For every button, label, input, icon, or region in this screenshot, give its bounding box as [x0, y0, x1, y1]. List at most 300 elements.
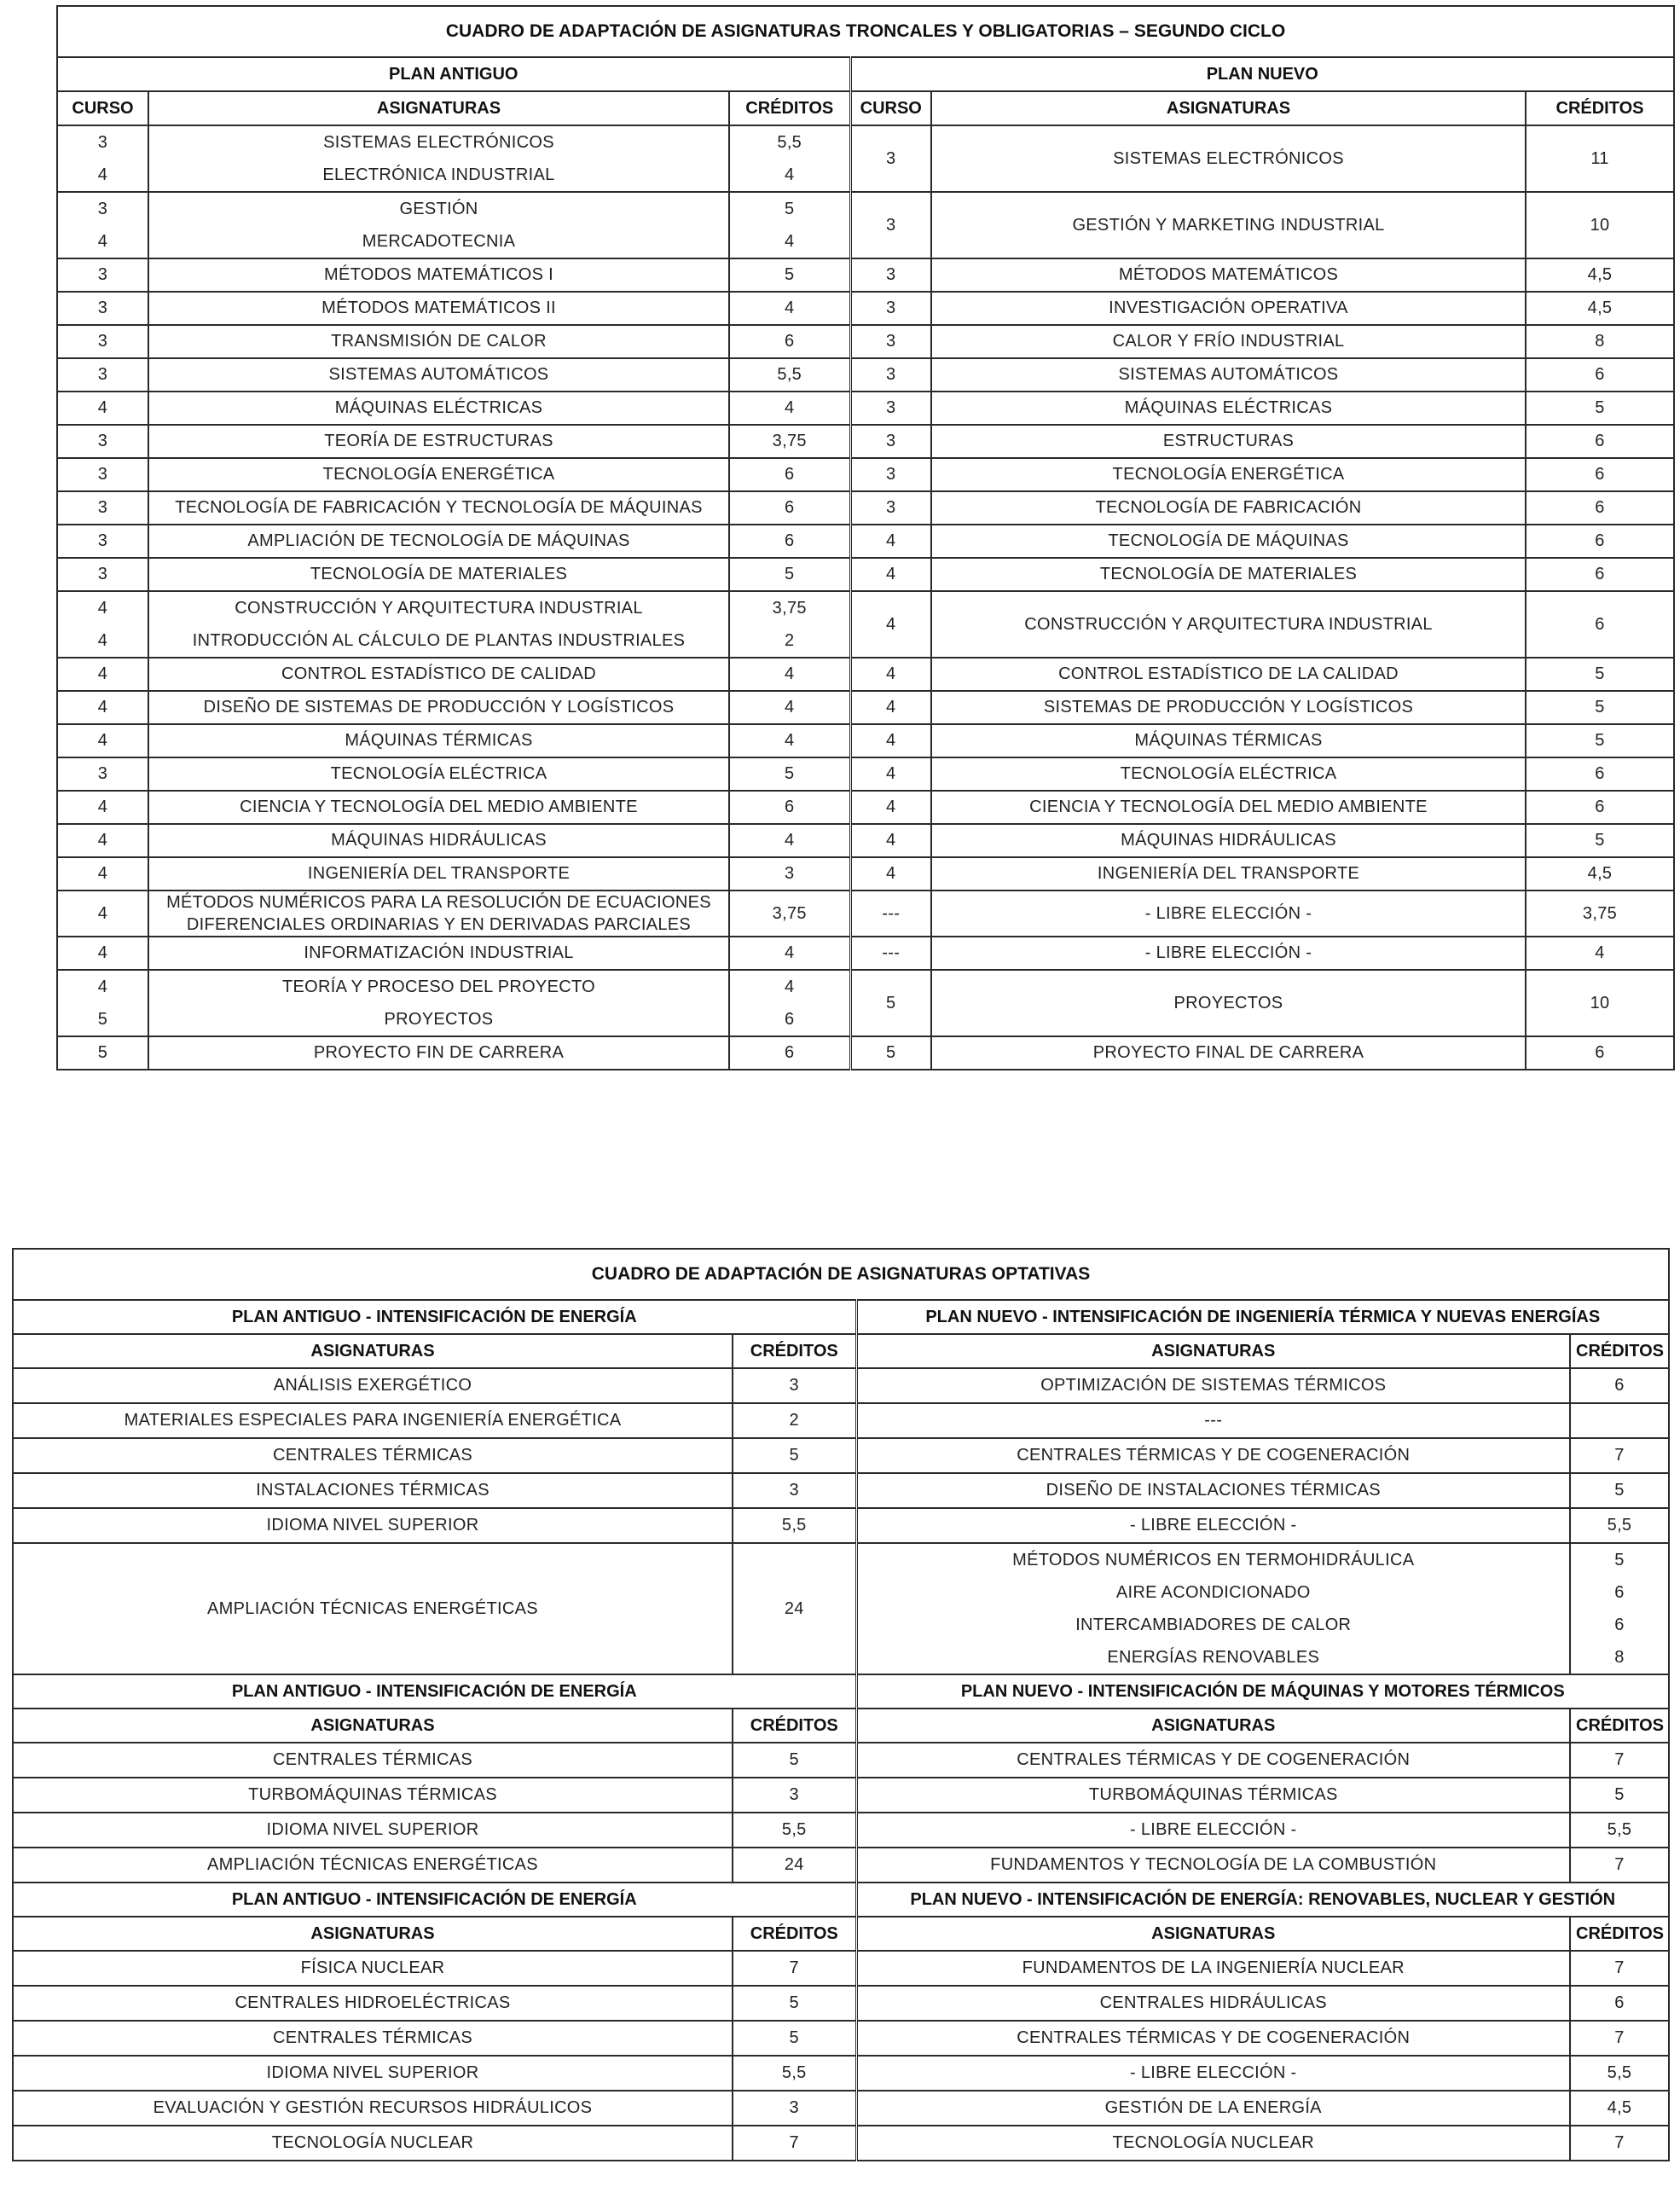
- table-row: [13, 1543, 1669, 1674]
- old-creditos-line: 2: [785, 631, 795, 650]
- old-curso: 3: [57, 757, 148, 791]
- old-asignatura: CONTROL ESTADÍSTICO DE CALIDAD: [148, 658, 729, 691]
- old-asignatura: EVALUACIÓN Y GESTIÓN RECURSOS HIDRÁULICOS: [13, 2091, 733, 2126]
- old-creditos: 5: [729, 258, 850, 292]
- new-asignatura: - LIBRE ELECCIÓN -: [856, 1508, 1570, 1543]
- old-curso: 3: [57, 425, 148, 458]
- old-curso: 3: [57, 292, 148, 325]
- old-creditos: 6: [729, 1036, 850, 1070]
- plan-antiguo-heading: PLAN ANTIGUO - INTENSIFICACIÓN DE ENERGÍA: [13, 1300, 856, 1334]
- new-creditos: 6: [1526, 525, 1674, 558]
- old-curso-line: 3: [97, 133, 108, 152]
- new-asignatura: CENTRALES TÉRMICAS Y DE COGENERACIÓN: [856, 1438, 1570, 1473]
- new-creditos: 5: [1526, 824, 1674, 857]
- old-asignatura: IDIOMA NIVEL SUPERIOR: [13, 2056, 733, 2091]
- table-row: [57, 125, 1674, 192]
- new-creditos: 6: [1526, 358, 1674, 392]
- new-creditos: 11: [1526, 125, 1674, 192]
- old-creditos: 5,5: [729, 358, 850, 392]
- new-curso: 3: [850, 125, 931, 192]
- new-asignatura: - LIBRE ELECCIÓN -: [931, 891, 1526, 937]
- old-creditos-line: 5: [785, 200, 795, 218]
- table-row: [57, 491, 1674, 525]
- old-asignatura: TURBOMÁQUINAS TÉRMICAS: [13, 1778, 733, 1813]
- old-asignatura: CIENCIA Y TECNOLOGÍA DEL MEDIO AMBIENTE: [148, 791, 729, 824]
- plan-nuevo-heading: PLAN NUEVO - INTENSIFICACIÓN DE INGENIERÍA TÉRMICA Y NUEVAS ENERGÍAS: [856, 1300, 1669, 1334]
- old-creditos: 5: [733, 2021, 856, 2056]
- new-creditos: 7: [1570, 2126, 1669, 2161]
- asignaturas-header: ASIGNATURAS: [931, 91, 1526, 125]
- table-row: [57, 325, 1674, 358]
- old-creditos: 5: [733, 1986, 856, 2021]
- new-creditos: 5: [1570, 1778, 1669, 1813]
- new-creditos: 5: [1526, 658, 1674, 691]
- asignaturas-header: ASIGNATURAS: [856, 1917, 1570, 1951]
- new-asignatura: TECNOLOGÍA DE MATERIALES: [931, 558, 1526, 591]
- table-title: CUADRO DE ADAPTACIÓN DE ASIGNATURAS TRONCALES Y OBLIGATORIAS – SEGUNDO CICLO: [57, 6, 1674, 57]
- new-asignatura: - LIBRE ELECCIÓN -: [856, 1813, 1570, 1848]
- table-row: [57, 970, 1674, 1036]
- new-asignatura: ---: [856, 1403, 1570, 1438]
- old-curso: [57, 591, 148, 658]
- old-asignatura-line: GESTIÓN: [399, 200, 478, 218]
- asignaturas-header: ASIGNATURAS: [856, 1334, 1570, 1368]
- table-row: [13, 1848, 1669, 1883]
- old-curso-line: 4: [97, 232, 108, 251]
- new-creditos-line: 6: [1614, 1616, 1625, 1634]
- table-row: [13, 1813, 1669, 1848]
- old-creditos-line: 3,75: [772, 599, 807, 618]
- creditos-header: CRÉDITOS: [1526, 91, 1674, 125]
- new-asignatura-line: MÉTODOS NUMÉRICOS EN TERMOHIDRÁULICA: [1012, 1551, 1415, 1569]
- table-row: [57, 358, 1674, 392]
- new-creditos: 8: [1526, 325, 1674, 358]
- creditos-header: CRÉDITOS: [1570, 1917, 1669, 1951]
- old-asignatura: [148, 125, 729, 192]
- old-asignatura: SISTEMAS AUTOMÁTICOS: [148, 358, 729, 392]
- new-asignatura: CONTROL ESTADÍSTICO DE LA CALIDAD: [931, 658, 1526, 691]
- old-asignatura: [148, 970, 729, 1036]
- new-asignatura: TECNOLOGÍA ENERGÉTICA: [931, 458, 1526, 491]
- table-row: [57, 292, 1674, 325]
- old-asignatura: AMPLIACIÓN DE TECNOLOGÍA DE MÁQUINAS: [148, 525, 729, 558]
- old-creditos: 6: [729, 458, 850, 491]
- new-creditos: 10: [1526, 970, 1674, 1036]
- table-row: [57, 192, 1674, 258]
- new-asignatura: TURBOMÁQUINAS TÉRMICAS: [856, 1778, 1570, 1813]
- troncales-table: [56, 5, 1675, 1070]
- old-asignatura: MATERIALES ESPECIALES PARA INGENIERÍA ENERGÉTICA: [13, 1403, 733, 1438]
- new-asignatura: MÉTODOS MATEMÁTICOS: [931, 258, 1526, 292]
- new-creditos-line: 6: [1614, 1583, 1625, 1602]
- old-curso: 3: [57, 258, 148, 292]
- old-curso: 4: [57, 392, 148, 425]
- creditos-header: CRÉDITOS: [733, 1917, 856, 1951]
- new-creditos: 4: [1526, 937, 1674, 970]
- new-creditos: 7: [1570, 1848, 1669, 1883]
- new-asignatura-line: INTERCAMBIADORES DE CALOR: [1075, 1616, 1352, 1634]
- old-creditos: 7: [733, 1951, 856, 1986]
- creditos-header: CRÉDITOS: [733, 1709, 856, 1743]
- old-asignatura: AMPLIACIÓN TÉCNICAS ENERGÉTICAS: [13, 1848, 733, 1883]
- old-curso: 4: [57, 857, 148, 891]
- new-asignatura: - LIBRE ELECCIÓN -: [931, 937, 1526, 970]
- old-curso-line: 4: [97, 165, 108, 184]
- old-asignatura: MÁQUINAS ELÉCTRICAS: [148, 392, 729, 425]
- new-curso: 3: [850, 458, 931, 491]
- table-row: [57, 591, 1674, 658]
- new-curso: 4: [850, 857, 931, 891]
- new-creditos: 5: [1526, 724, 1674, 757]
- old-asignatura: MÉTODOS MATEMÁTICOS I: [148, 258, 729, 292]
- table-row: [13, 1438, 1669, 1473]
- table-row: [57, 757, 1674, 791]
- old-asignatura: CENTRALES TÉRMICAS: [13, 1438, 733, 1473]
- new-asignatura: TECNOLOGÍA ELÉCTRICA: [931, 757, 1526, 791]
- old-creditos: 7: [733, 2126, 856, 2161]
- new-asignatura: TECNOLOGÍA DE FABRICACIÓN: [931, 491, 1526, 525]
- curso-header: CURSO: [850, 91, 931, 125]
- old-asignatura-line: MERCADOTECNIA: [362, 232, 516, 251]
- plan-nuevo-heading: PLAN NUEVO - INTENSIFICACIÓN DE MÁQUINAS Y MOTORES TÉRMICOS: [856, 1674, 1669, 1709]
- plan-nuevo-heading: PLAN NUEVO: [850, 57, 1674, 91]
- new-asignatura: CALOR Y FRÍO INDUSTRIAL: [931, 325, 1526, 358]
- new-creditos: [1570, 1403, 1669, 1438]
- new-asignatura: SISTEMAS AUTOMÁTICOS: [931, 358, 1526, 392]
- new-curso: 5: [850, 1036, 931, 1070]
- table-row: [13, 1473, 1669, 1508]
- new-curso: 3: [850, 425, 931, 458]
- new-asignatura: GESTIÓN DE LA ENERGÍA: [856, 2091, 1570, 2126]
- new-asignatura: CONSTRUCCIÓN Y ARQUITECTURA INDUSTRIAL: [931, 591, 1526, 658]
- old-creditos: 24: [733, 1543, 856, 1674]
- old-asignatura: TECNOLOGÍA ENERGÉTICA: [148, 458, 729, 491]
- asignaturas-header: ASIGNATURAS: [13, 1709, 733, 1743]
- table-row: [57, 857, 1674, 891]
- old-creditos: 5: [733, 1743, 856, 1778]
- new-creditos: 4,5: [1526, 292, 1674, 325]
- new-curso: 4: [850, 591, 931, 658]
- new-curso: 4: [850, 757, 931, 791]
- new-curso: 4: [850, 525, 931, 558]
- new-creditos: 6: [1570, 1368, 1669, 1403]
- old-creditos: [729, 591, 850, 658]
- old-asignatura: CENTRALES TÉRMICAS: [13, 2021, 733, 2056]
- old-curso: 3: [57, 458, 148, 491]
- old-creditos: 3: [733, 1473, 856, 1508]
- new-creditos: 4,5: [1526, 857, 1674, 891]
- new-asignatura: PROYECTO FINAL DE CARRERA: [931, 1036, 1526, 1070]
- new-asignatura: SISTEMAS ELECTRÓNICOS: [931, 125, 1526, 192]
- old-asignatura: TECNOLOGÍA ELÉCTRICA: [148, 757, 729, 791]
- old-asignatura: TEORÍA DE ESTRUCTURAS: [148, 425, 729, 458]
- old-creditos: 5: [733, 1438, 856, 1473]
- new-asignatura: PROYECTOS: [931, 970, 1526, 1036]
- old-curso: [57, 970, 148, 1036]
- old-creditos-line: 4: [785, 165, 795, 184]
- new-curso: 3: [850, 392, 931, 425]
- old-curso: 5: [57, 1036, 148, 1070]
- old-asignatura: INFORMATIZACIÓN INDUSTRIAL: [148, 937, 729, 970]
- old-creditos: 3,75: [729, 891, 850, 937]
- old-asignatura: TECNOLOGÍA DE MATERIALES: [148, 558, 729, 591]
- old-curso-line: 5: [97, 1010, 108, 1029]
- new-asignatura: DISEÑO DE INSTALACIONES TÉRMICAS: [856, 1473, 1570, 1508]
- new-creditos: 7: [1570, 1438, 1669, 1473]
- old-creditos: 4: [729, 292, 850, 325]
- table-row: [57, 425, 1674, 458]
- new-creditos: 6: [1526, 458, 1674, 491]
- table-row: [13, 1951, 1669, 1986]
- old-curso: 4: [57, 658, 148, 691]
- old-asignatura-line: ELECTRÓNICA INDUSTRIAL: [322, 165, 555, 184]
- new-asignatura: CIENCIA Y TECNOLOGÍA DEL MEDIO AMBIENTE: [931, 791, 1526, 824]
- old-creditos: 24: [733, 1848, 856, 1883]
- old-creditos: 6: [729, 325, 850, 358]
- new-curso: 3: [850, 358, 931, 392]
- new-asignatura: SISTEMAS DE PRODUCCIÓN Y LOGÍSTICOS: [931, 691, 1526, 724]
- curso-header: CURSO: [57, 91, 148, 125]
- plan-nuevo-heading: PLAN NUEVO - INTENSIFICACIÓN DE ENERGÍA: RENOVABLES, NUCLEAR Y GESTIÓN: [856, 1883, 1669, 1917]
- table-row: [57, 1036, 1674, 1070]
- old-creditos: 4: [729, 724, 850, 757]
- old-curso-line: 4: [97, 978, 108, 996]
- new-creditos: 5: [1570, 1473, 1669, 1508]
- table-row: [13, 2091, 1669, 2126]
- new-asignatura: CENTRALES TÉRMICAS Y DE COGENERACIÓN: [856, 1743, 1570, 1778]
- old-curso: 3: [57, 358, 148, 392]
- old-creditos: 5,5: [733, 2056, 856, 2091]
- new-curso: ---: [850, 891, 931, 937]
- old-curso: 4: [57, 791, 148, 824]
- new-creditos: 10: [1526, 192, 1674, 258]
- old-asignatura-line: TEORÍA Y PROCESO DEL PROYECTO: [282, 978, 595, 996]
- new-curso: 4: [850, 691, 931, 724]
- new-creditos-line: 8: [1614, 1648, 1625, 1667]
- old-curso-line: 4: [97, 631, 108, 650]
- old-creditos: 4: [729, 392, 850, 425]
- old-creditos: 3: [733, 1778, 856, 1813]
- new-asignatura: [856, 1543, 1570, 1674]
- old-asignatura: MÉTODOS MATEMÁTICOS II: [148, 292, 729, 325]
- old-creditos: 5: [729, 558, 850, 591]
- new-asignatura: MÁQUINAS ELÉCTRICAS: [931, 392, 1526, 425]
- table-row: [13, 2021, 1669, 2056]
- new-creditos: 4,5: [1570, 2091, 1669, 2126]
- old-creditos: 6: [729, 791, 850, 824]
- new-creditos: 3,75: [1526, 891, 1674, 937]
- table-row: [57, 458, 1674, 491]
- new-curso: 4: [850, 824, 931, 857]
- old-asignatura: [148, 192, 729, 258]
- creditos-header: CRÉDITOS: [1570, 1334, 1669, 1368]
- old-asignatura: TECNOLOGÍA DE FABRICACIÓN Y TECNOLOGÍA DE MÁQUINAS: [148, 491, 729, 525]
- old-asignatura-line: CONSTRUCCIÓN Y ARQUITECTURA INDUSTRIAL: [235, 599, 643, 618]
- new-asignatura: MÁQUINAS TÉRMICAS: [931, 724, 1526, 757]
- old-asignatura: MÁQUINAS TÉRMICAS: [148, 724, 729, 757]
- old-curso: 3: [57, 525, 148, 558]
- old-curso-line: 4: [97, 599, 108, 618]
- table-row: [13, 1368, 1669, 1403]
- old-creditos: 3: [733, 2091, 856, 2126]
- creditos-header: CRÉDITOS: [729, 91, 850, 125]
- old-asignatura: CENTRALES TÉRMICAS: [13, 1743, 733, 1778]
- table-row: [57, 891, 1674, 937]
- new-creditos-line: 5: [1614, 1551, 1625, 1569]
- table-row: [57, 691, 1674, 724]
- new-asignatura: MÁQUINAS HIDRÁULICAS: [931, 824, 1526, 857]
- table-row: [13, 1403, 1669, 1438]
- old-asignatura: INSTALACIONES TÉRMICAS: [13, 1473, 733, 1508]
- old-asignatura: IDIOMA NIVEL SUPERIOR: [13, 1508, 733, 1543]
- creditos-header: CRÉDITOS: [1570, 1709, 1669, 1743]
- old-asignatura: ANÁLISIS EXERGÉTICO: [13, 1368, 733, 1403]
- table-title: CUADRO DE ADAPTACIÓN DE ASIGNATURAS OPTATIVAS: [13, 1249, 1669, 1300]
- new-curso: 4: [850, 558, 931, 591]
- new-curso: ---: [850, 937, 931, 970]
- new-creditos: 6: [1526, 591, 1674, 658]
- old-creditos: 5,5: [733, 1508, 856, 1543]
- old-creditos: 4: [729, 658, 850, 691]
- old-asignatura-line: SISTEMAS ELECTRÓNICOS: [323, 133, 554, 152]
- table-row: [57, 525, 1674, 558]
- old-asignatura: FÍSICA NUCLEAR: [13, 1951, 733, 1986]
- old-curso: 3: [57, 325, 148, 358]
- table-row: [13, 2056, 1669, 2091]
- table-row: [13, 1778, 1669, 1813]
- plan-antiguo-heading: PLAN ANTIGUO - INTENSIFICACIÓN DE ENERGÍA: [13, 1883, 856, 1917]
- new-creditos: [1570, 1543, 1669, 1674]
- old-asignatura: DISEÑO DE SISTEMAS DE PRODUCCIÓN Y LOGÍSTICOS: [148, 691, 729, 724]
- old-creditos: 5: [729, 757, 850, 791]
- new-creditos: 6: [1526, 791, 1674, 824]
- old-curso: 4: [57, 724, 148, 757]
- new-asignatura-line: AIRE ACONDICIONADO: [1115, 1583, 1311, 1602]
- new-creditos: 5: [1526, 691, 1674, 724]
- table-row: [57, 937, 1674, 970]
- new-asignatura: INGENIERÍA DEL TRANSPORTE: [931, 857, 1526, 891]
- table-row: [57, 724, 1674, 757]
- old-asignatura: INGENIERÍA DEL TRANSPORTE: [148, 857, 729, 891]
- table-row: [57, 392, 1674, 425]
- new-asignatura: GESTIÓN Y MARKETING INDUSTRIAL: [931, 192, 1526, 258]
- old-creditos: [729, 192, 850, 258]
- old-asignatura: TECNOLOGÍA NUCLEAR: [13, 2126, 733, 2161]
- old-asignatura: TRANSMISIÓN DE CALOR: [148, 325, 729, 358]
- new-creditos: 6: [1526, 757, 1674, 791]
- new-curso: 3: [850, 292, 931, 325]
- old-creditos-line: 4: [785, 232, 795, 251]
- new-curso: 3: [850, 491, 931, 525]
- old-asignatura: [148, 591, 729, 658]
- new-creditos: 5,5: [1570, 1508, 1669, 1543]
- new-asignatura: - LIBRE ELECCIÓN -: [856, 2056, 1570, 2091]
- old-curso-line: 3: [97, 200, 108, 218]
- old-creditos-line: 6: [785, 1010, 795, 1029]
- old-creditos: [729, 125, 850, 192]
- asignaturas-header: ASIGNATURAS: [148, 91, 729, 125]
- table-row: [13, 1743, 1669, 1778]
- new-creditos: 6: [1526, 558, 1674, 591]
- old-creditos-line: 4: [785, 978, 795, 996]
- new-asignatura: CENTRALES HIDRÁULICAS: [856, 1986, 1570, 2021]
- old-creditos: 5,5: [733, 1813, 856, 1848]
- old-creditos: [729, 970, 850, 1036]
- table-row: [57, 824, 1674, 857]
- new-asignatura: FUNDAMENTOS DE LA INGENIERÍA NUCLEAR: [856, 1951, 1570, 1986]
- new-creditos: 4,5: [1526, 258, 1674, 292]
- table-row: [13, 2126, 1669, 2161]
- new-curso: 3: [850, 192, 931, 258]
- table-row: [13, 1986, 1669, 2021]
- new-curso: 5: [850, 970, 931, 1036]
- new-curso: 4: [850, 724, 931, 757]
- table-row: [57, 558, 1674, 591]
- old-curso: [57, 125, 148, 192]
- old-curso: 3: [57, 491, 148, 525]
- new-asignatura: CENTRALES TÉRMICAS Y DE COGENERACIÓN: [856, 2021, 1570, 2056]
- new-asignatura: ESTRUCTURAS: [931, 425, 1526, 458]
- new-curso: 4: [850, 658, 931, 691]
- plan-antiguo-heading: PLAN ANTIGUO - INTENSIFICACIÓN DE ENERGÍA: [13, 1674, 856, 1709]
- old-curso: 3: [57, 558, 148, 591]
- old-creditos: 4: [729, 691, 850, 724]
- old-asignatura: AMPLIACIÓN TÉCNICAS ENERGÉTICAS: [13, 1543, 733, 1674]
- old-asignatura: PROYECTO FIN DE CARRERA: [148, 1036, 729, 1070]
- asignaturas-header: ASIGNATURAS: [13, 1917, 733, 1951]
- old-asignatura-line: PROYECTOS: [384, 1010, 494, 1029]
- old-creditos-line: 5,5: [777, 133, 802, 152]
- table-row: [57, 258, 1674, 292]
- new-asignatura: OPTIMIZACIÓN DE SISTEMAS TÉRMICOS: [856, 1368, 1570, 1403]
- optativas-table: [12, 1248, 1670, 2161]
- new-asignatura: INVESTIGACIÓN OPERATIVA: [931, 292, 1526, 325]
- new-creditos: 5: [1526, 392, 1674, 425]
- asignaturas-header: ASIGNATURAS: [13, 1334, 733, 1368]
- new-creditos: 6: [1526, 425, 1674, 458]
- new-creditos: 6: [1526, 491, 1674, 525]
- old-curso: 4: [57, 937, 148, 970]
- new-curso: 4: [850, 791, 931, 824]
- old-creditos: 3,75: [729, 425, 850, 458]
- new-creditos: 6: [1526, 1036, 1674, 1070]
- new-curso: 3: [850, 258, 931, 292]
- old-asignatura: MÁQUINAS HIDRÁULICAS: [148, 824, 729, 857]
- new-creditos: 6: [1570, 1986, 1669, 2021]
- plan-antiguo-heading: PLAN ANTIGUO: [57, 57, 850, 91]
- old-asignatura: MÉTODOS NUMÉRICOS PARA LA RESOLUCIÓN DE ECUACIONES DIFERENCIALES ORDINARIAS Y EN DERIVADAS PARCIALES: [148, 891, 729, 937]
- old-asignatura-line: INTRODUCCIÓN AL CÁLCULO DE PLANTAS INDUSTRIALES: [192, 631, 686, 650]
- new-asignatura: TECNOLOGÍA DE MÁQUINAS: [931, 525, 1526, 558]
- old-creditos: 6: [729, 491, 850, 525]
- new-asignatura: FUNDAMENTOS Y TECNOLOGÍA DE LA COMBUSTIÓN: [856, 1848, 1570, 1883]
- new-asignatura: TECNOLOGÍA NUCLEAR: [856, 2126, 1570, 2161]
- old-asignatura: IDIOMA NIVEL SUPERIOR: [13, 1813, 733, 1848]
- old-asignatura: CENTRALES HIDROELÉCTRICAS: [13, 1986, 733, 2021]
- new-creditos: 7: [1570, 1951, 1669, 1986]
- creditos-header: CRÉDITOS: [733, 1334, 856, 1368]
- new-creditos: 7: [1570, 1743, 1669, 1778]
- old-curso: 4: [57, 691, 148, 724]
- table-row: [57, 658, 1674, 691]
- new-curso: 3: [850, 325, 931, 358]
- table-row: [57, 791, 1674, 824]
- old-curso: [57, 192, 148, 258]
- old-curso: 4: [57, 824, 148, 857]
- old-creditos: 3: [733, 1368, 856, 1403]
- old-creditos: 4: [729, 824, 850, 857]
- new-asignatura-line: ENERGÍAS RENOVABLES: [1107, 1648, 1320, 1667]
